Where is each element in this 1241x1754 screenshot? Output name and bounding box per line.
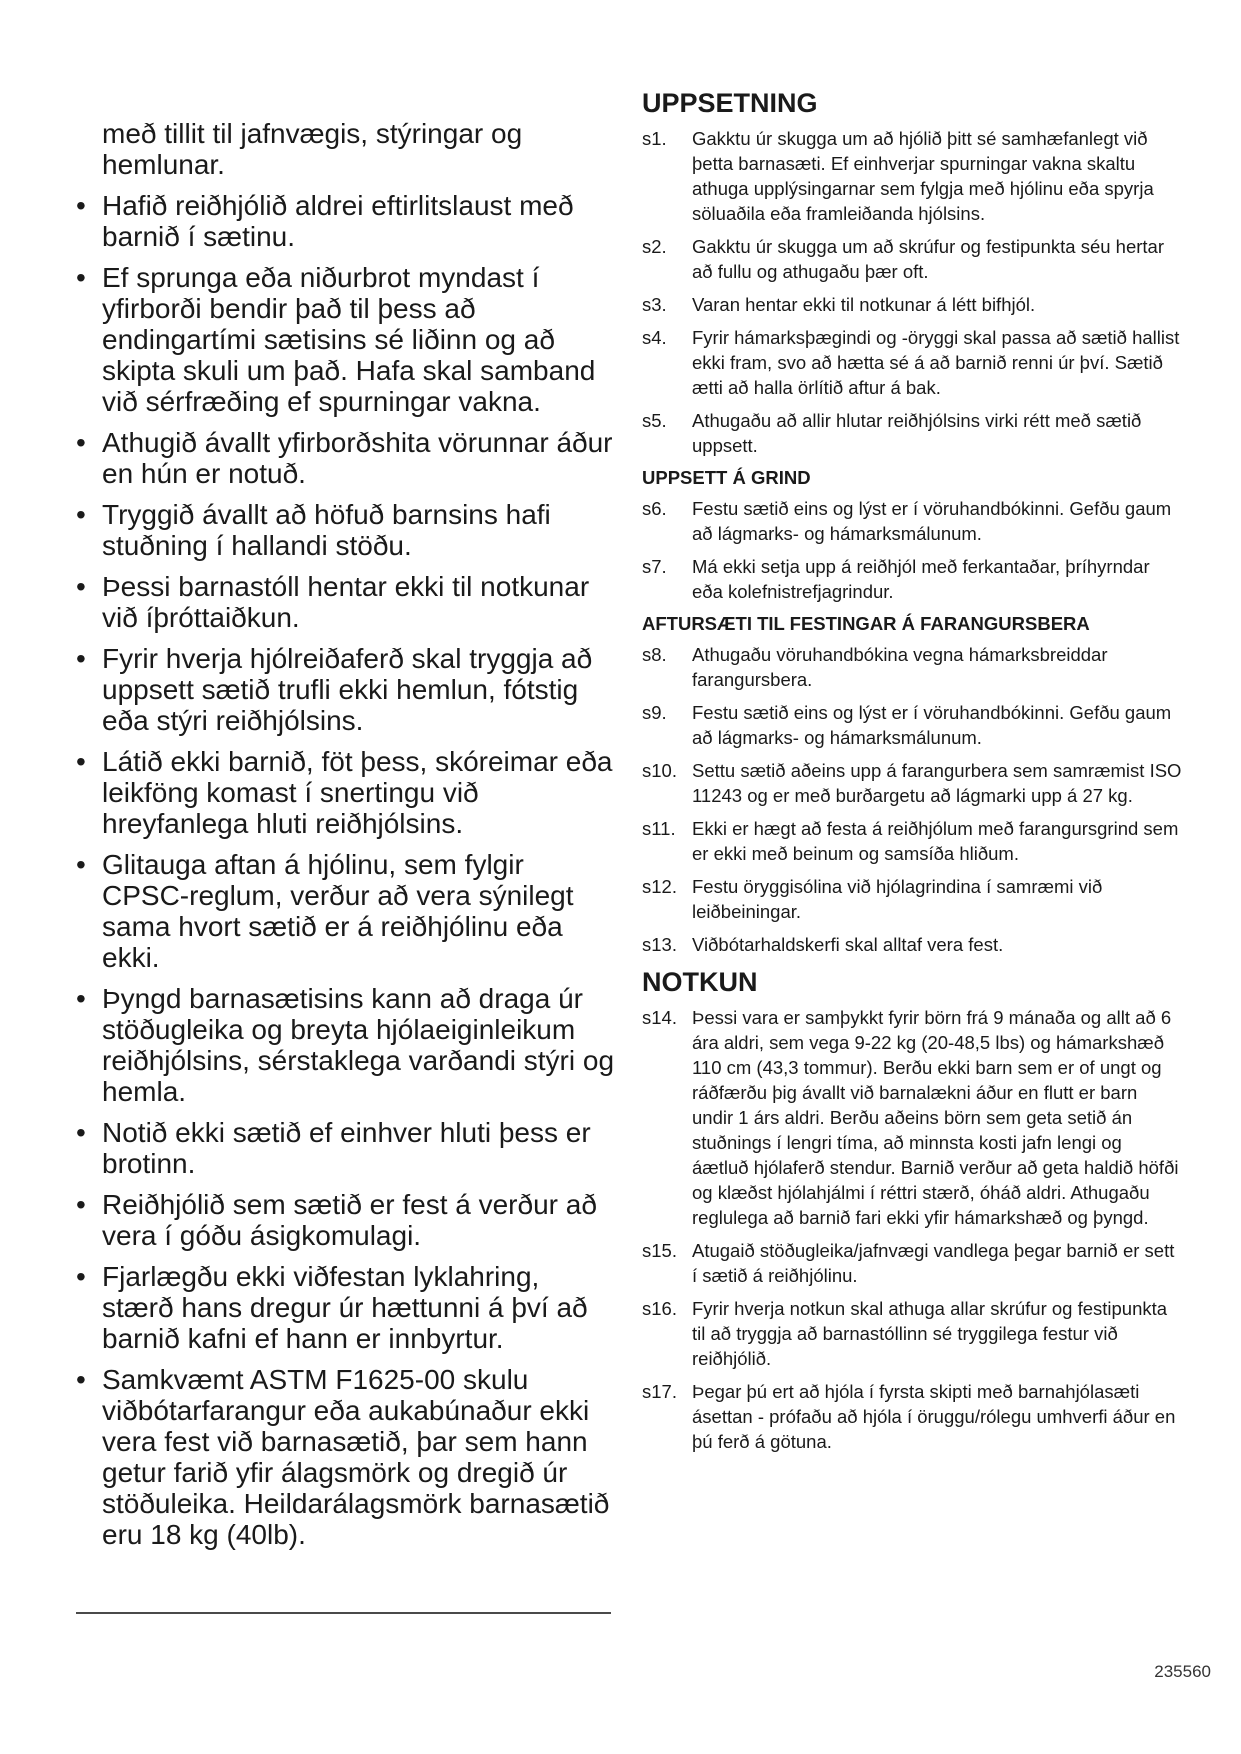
step-number: s10.	[642, 760, 677, 781]
warning-item	[76, 1189, 616, 1251]
instructions-column	[642, 86, 1182, 1462]
step-number: s7.	[642, 556, 667, 577]
step-number: s12.	[642, 876, 677, 897]
bullet-icon: •	[76, 499, 86, 530]
warning-item	[76, 746, 616, 839]
step-number: s16.	[642, 1298, 677, 1319]
warning-text: Samkvæmt ASTM F1625-00 skulu viðbótarfarangur eða aukabúnaður ekki vera fest við barnasætið, þar sem hann getur farið yfir álagsmörk og dregið úr stöðuleika. Heildarálagsmörk barnasætið eru 18 kg (40lb).	[102, 1364, 610, 1550]
step-text: Gakktu úr skugga um að skrúfur og festipunkta séu hertar að fullu og athugaðu þær oft.	[692, 236, 1164, 282]
warning-item	[76, 427, 616, 489]
step-item	[642, 1296, 1182, 1371]
step-item	[642, 700, 1182, 750]
warning-text: Fjarlægðu ekki viðfestan lyklahring, stærð hans dregur úr hættunni á því að barnið kafni ef hann er innbyrtur.	[102, 1261, 588, 1354]
warning-text: Athugið ávallt yfirborðshita vörunnar áður en hún er notuð.	[102, 427, 613, 489]
warning-text: Tryggið ávallt að höfuð barnsins hafi stuðning í hallandi stöðu.	[102, 499, 551, 561]
step-text: Settu sætið aðeins upp á farangurbera sem samræmist ISO 11243 og er með burðargetu að lágmarki upp á 27 kg.	[692, 760, 1182, 806]
bullet-icon: •	[76, 190, 86, 221]
bullet-icon: •	[76, 262, 86, 293]
step-text: Festu sætið eins og lýst er í vöruhandbókinni. Gefðu gaum að lágmarks- og hámarksmálunum.	[692, 702, 1172, 748]
warning-item	[76, 1364, 616, 1550]
warning-text: Notið ekki sætið ef einhver hluti þess er brotinn.	[102, 1117, 591, 1179]
step-number: s13.	[642, 934, 677, 955]
warning-item	[76, 571, 616, 633]
warning-item	[76, 262, 616, 417]
bullet-icon: •	[76, 643, 86, 674]
step-text: Festu sætið eins og lýst er í vöruhandbókinni. Gefðu gaum að lágmarks- og hámarksmálunum.	[692, 498, 1172, 544]
safety-warnings-column	[76, 118, 616, 1560]
step-text: Athugaðu vöruhandbókina vegna hámarksbreiddar farangursbera.	[692, 644, 1108, 690]
step-item	[642, 874, 1182, 924]
step-item	[642, 758, 1182, 808]
step-number: s4.	[642, 327, 667, 348]
warning-list	[76, 190, 616, 1550]
step-item	[642, 1379, 1182, 1454]
warning-text: Reiðhjólið sem sætið er fest á verður að vera í góðu ásigkomulagi.	[102, 1189, 597, 1251]
warning-item	[76, 849, 616, 973]
step-text: Ekki er hægt að festa á reiðhjólum með farangursgrind sem er ekki með beinum og samsíða hliðum.	[692, 818, 1179, 864]
step-number: s8.	[642, 644, 667, 665]
subheading-farangursbera: AFTURSÆTI TIL FESTINGAR Á FARANGURSBERA	[642, 613, 1090, 634]
step-text: Fyrir hverja notkun skal athuga allar skrúfur og festipunkta til að tryggja að barnastóllinn sé tryggilega festur við reiðhjólið.	[692, 1298, 1168, 1369]
step-item	[642, 1005, 1182, 1230]
warning-text: Þessi barnastóll hentar ekki til notkunar við íþróttaiðkun.	[102, 571, 590, 633]
step-item	[642, 554, 1182, 604]
bullet-icon: •	[76, 746, 86, 777]
step-number: s9.	[642, 702, 667, 723]
step-number: s6.	[642, 498, 667, 519]
subheading-grind: UPPSETT Á GRIND	[642, 467, 811, 488]
step-item	[642, 126, 1182, 226]
step-item	[642, 1238, 1182, 1288]
step-item	[642, 642, 1182, 692]
bullet-icon: •	[76, 1364, 86, 1395]
bullet-icon: •	[76, 427, 86, 458]
step-item	[642, 325, 1182, 400]
step-number: s14.	[642, 1007, 677, 1028]
step-number: s11.	[642, 818, 676, 839]
step-text: Varan hentar ekki til notkunar á létt bifhjól.	[692, 294, 1036, 315]
warning-item	[76, 190, 616, 252]
step-text: Festu öryggisólina við hjólagrindina í samræmi við leiðbeiningar.	[692, 876, 1103, 922]
divider-line	[76, 1612, 611, 1614]
step-text: Þegar þú ert að hjóla í fyrsta skipti með barnahjólasæti ásettan - prófaðu að hjóla í öruggu/rólegu umhverfi áður en þú ferð á götuna.	[692, 1381, 1176, 1452]
bullet-icon: •	[76, 1117, 86, 1148]
step-text: Þessi vara er samþykkt fyrir börn frá 9 mánaða og allt að 6 ára aldri, sem vega 9-22 kg (20-48,5 lbs) og hámarkshæð 110 cm (43,3 tommur). Berðu ekki barn sem er of ungt og ráðfærðu þig ávallt við barnalækni áður en flutt er barn undir 1 árs aldri. Berðu aðeins börn sem geta setið án stuðnings í lengri tíma, að minnsta kosti jafn lengi og áætluð hjólaferð stendur. Barnið verður að geta haldið höfði og klæðst hjólahjálmi í réttri stærð, óháð aldri. Athugaðu reglulega að barnið fari ekki yfir hámarkshæð og þyngd.	[692, 1007, 1179, 1228]
warning-item	[76, 499, 616, 561]
continued-text: með tillit til jafnvægis, stýringar og hemlunar.	[102, 118, 523, 180]
step-text: Gakktu úr skugga um að hjólið þitt sé samhæfanlegt við þetta barnasæti. Ef einhverjar spurningar vakna skaltu athuga upplýsingarnar sem fylgja með hjólinu eða spyrja söluaðila eða framleiðanda hjólsins.	[692, 128, 1154, 224]
bullet-icon: •	[76, 1261, 86, 1292]
step-text: Má ekki setja upp á reiðhjól með ferkantaðar, þríhyrndar eða kolefnistrefjagrindur.	[692, 556, 1150, 602]
step-number: s17.	[642, 1381, 677, 1402]
step-number: s3.	[642, 294, 667, 315]
bullet-icon: •	[76, 983, 86, 1014]
bullet-icon: •	[76, 571, 86, 602]
step-item	[642, 408, 1182, 458]
bullet-icon: •	[76, 849, 86, 880]
warning-text: Þyngd barnasætisins kann að draga úr stöðugleika og breyta hjólaeiginleikum reiðhjólsins, sérstaklega varðandi stýri og hemla.	[102, 983, 615, 1107]
warning-text: Hafið reiðhjólið aldrei eftirlitslaust með barnið í sætinu.	[102, 190, 574, 252]
section-title-uppsetning: UPPSETNING	[642, 88, 818, 118]
step-item	[642, 496, 1182, 546]
step-item	[642, 234, 1182, 284]
step-text: Viðbótarhaldskerfi skal alltaf vera fest.	[692, 934, 1004, 955]
warning-item	[76, 1261, 616, 1354]
step-number: s2.	[642, 236, 667, 257]
step-number: s15.	[642, 1240, 677, 1261]
warning-item	[76, 983, 616, 1107]
step-text: Athugaðu að allir hlutar reiðhjólsins virki rétt með sætið uppsett.	[692, 410, 1142, 456]
step-number: s5.	[642, 410, 667, 431]
step-text: Atugaið stöðugleika/jafnvægi vandlega þegar barnið er sett í sætið á reiðhjólinu.	[692, 1240, 1175, 1286]
warning-item	[76, 643, 616, 736]
step-item	[642, 292, 1182, 317]
step-item	[642, 932, 1182, 957]
warning-text: Látið ekki barnið, föt þess, skóreimar eða leikföng komast í snertingu við hreyfanlega hluti reiðhjólsins.	[102, 746, 613, 839]
bullet-icon: •	[76, 1189, 86, 1220]
step-text: Fyrir hámarksþægindi og -öryggi skal passa að sætið hallist ekki fram, svo að hætta sé á að barnið renni úr því. Sætið ætti að halla örlítið aftur á bak.	[692, 327, 1180, 398]
warning-text: Glitauga aftan á hjólinu, sem fylgir CPSC-reglum, verður að vera sýnilegt sama hvort sætið er á reiðhjólinu eða ekki.	[102, 849, 574, 973]
document-number: 235560	[1154, 1662, 1211, 1681]
warning-text: Fyrir hverja hjólreiðaferð skal tryggja að uppsett sætið trufli ekki hemlun, fótstig eða stýri reiðhjólsins.	[102, 643, 593, 736]
warning-text: Ef sprunga eða niðurbrot myndast í yfirborði bendir það til þess að endingartími sætisins sé liðinn og að skipta skuli um það. Hafa skal samband við sérfræðing ef spurningar vakna.	[102, 262, 596, 417]
step-item	[642, 816, 1182, 866]
warning-item	[76, 1117, 616, 1179]
section-title-notkun: NOTKUN	[642, 967, 758, 997]
step-number: s1.	[642, 128, 667, 149]
